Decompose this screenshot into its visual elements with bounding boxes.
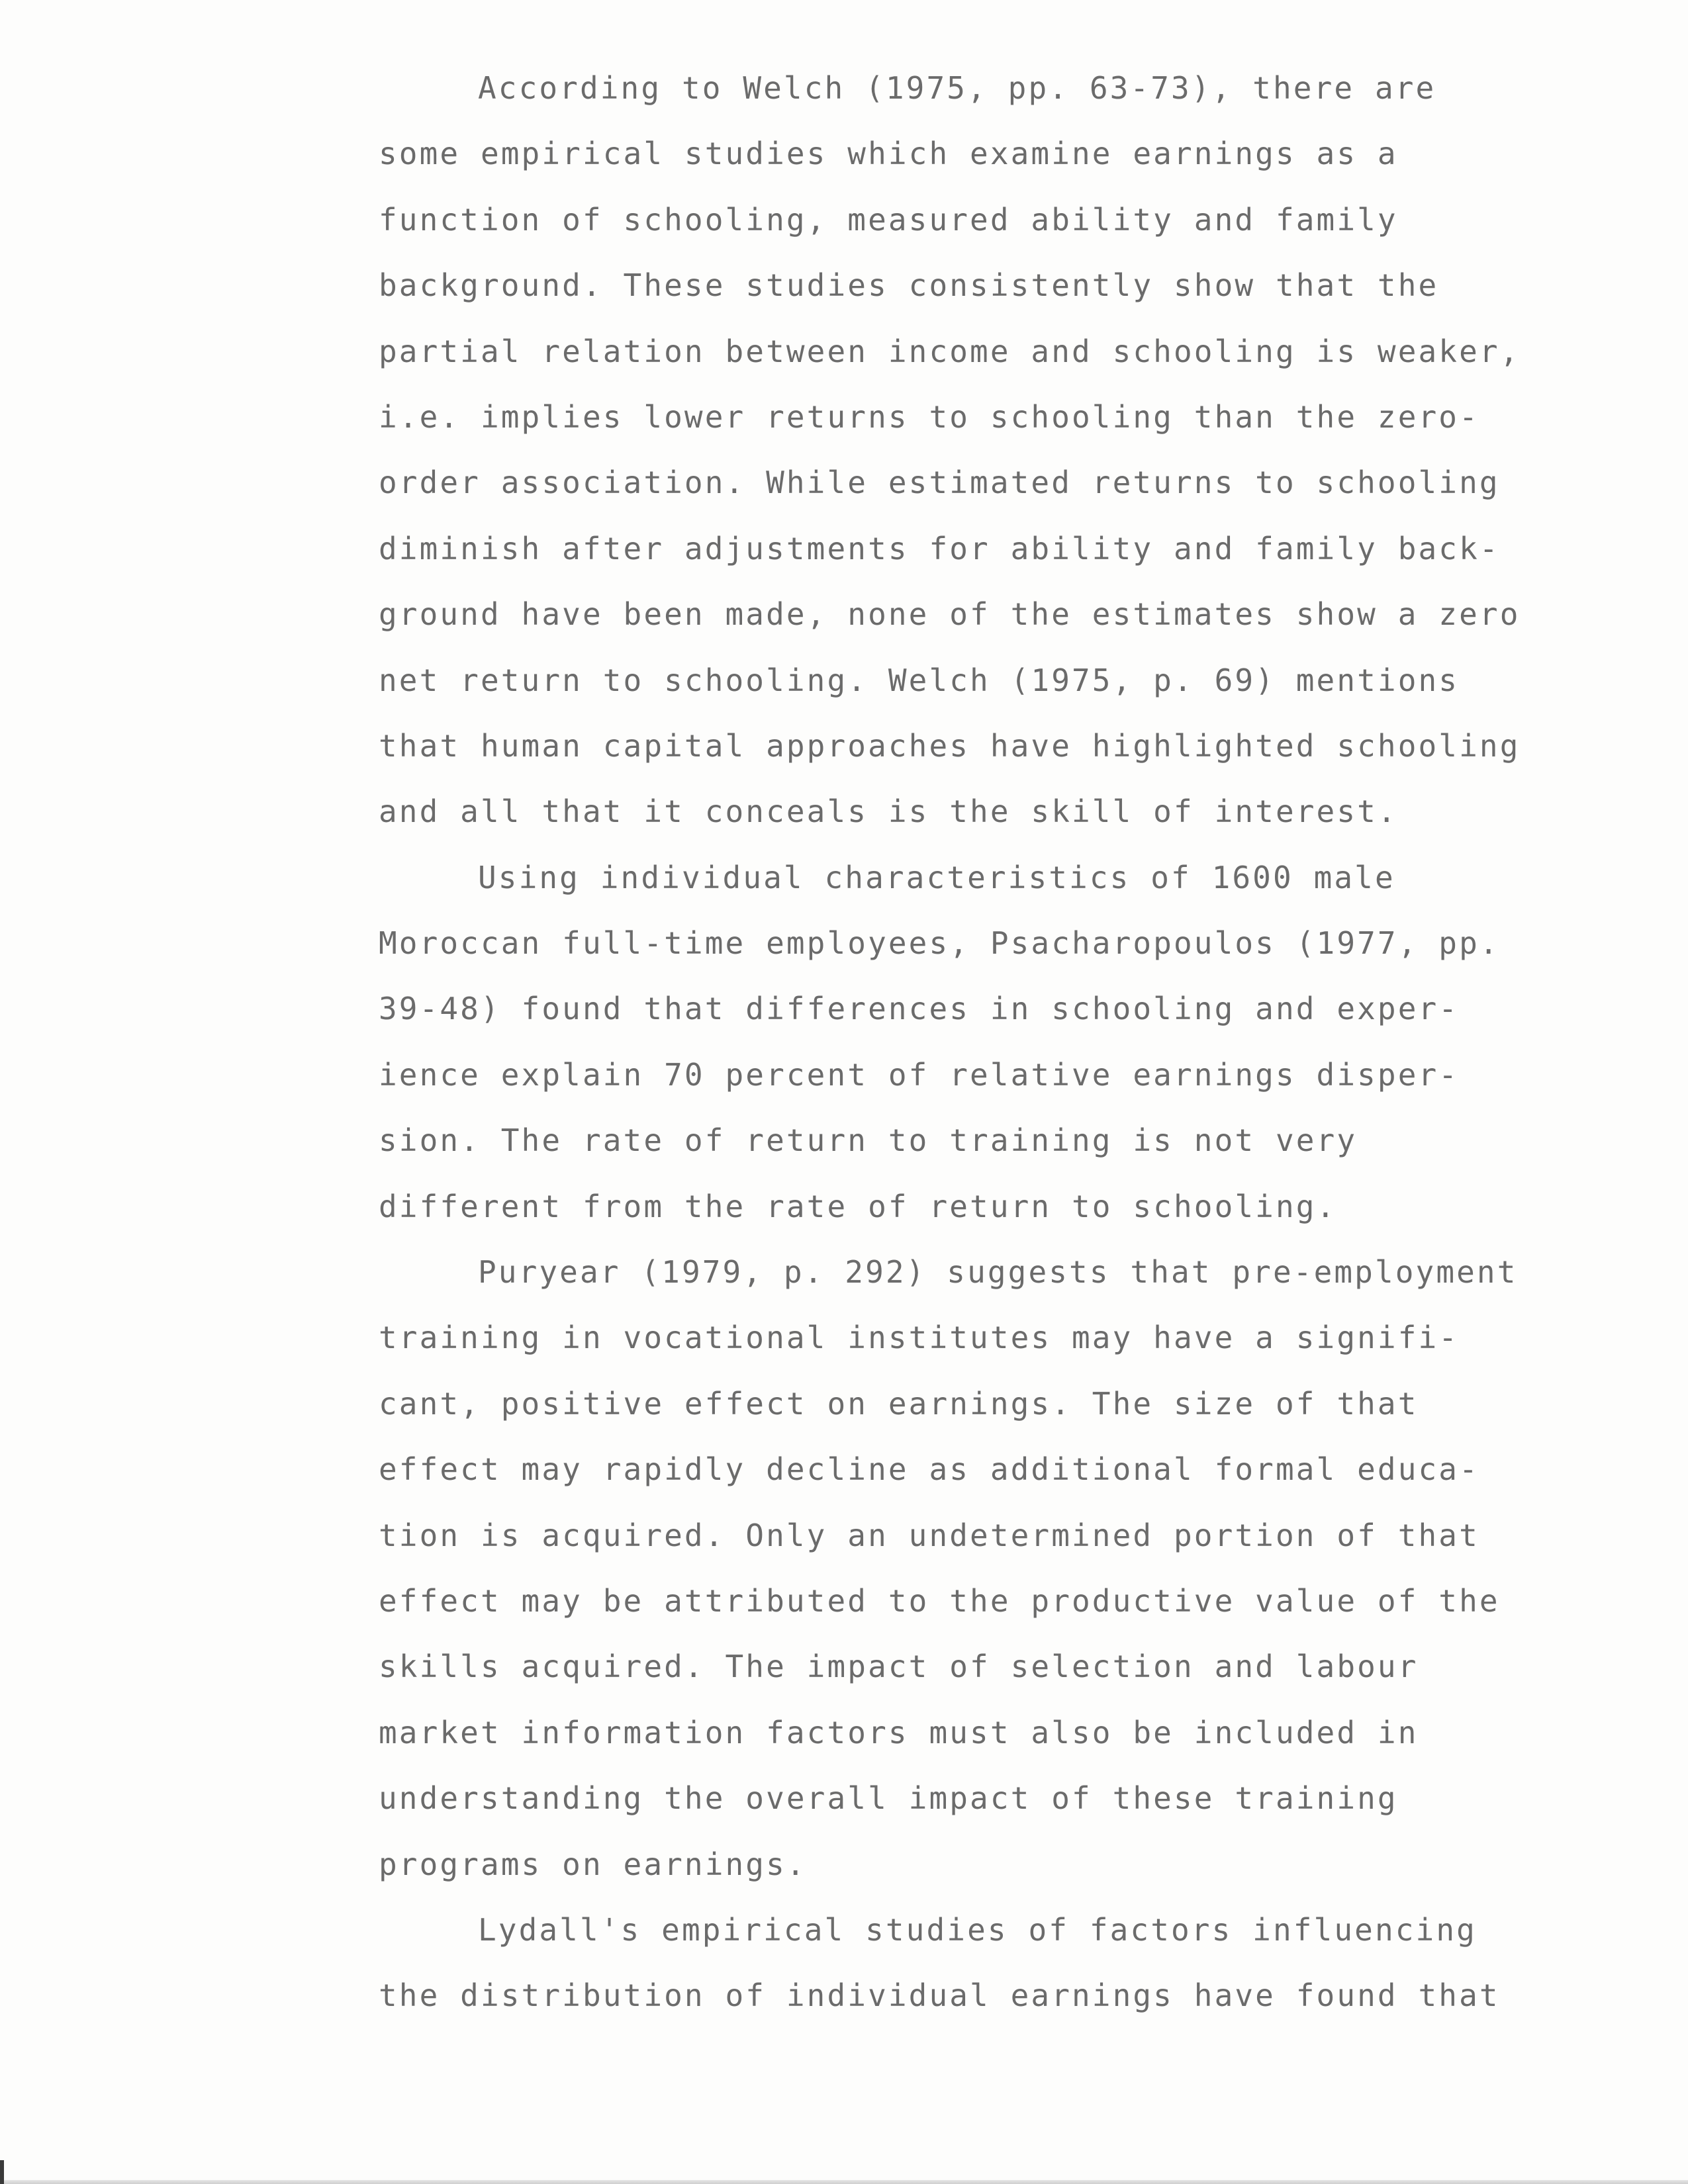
paragraph-2-line: 39-48) found that differences in schooling and exper- xyxy=(379,991,1460,1027)
paragraph-3-line: effect may be attributed to the productive value of the xyxy=(379,1582,1500,1619)
paragraph-3-line: skills acquired. The impact of selection and labour xyxy=(379,1649,1419,1685)
paragraph-1-line: some empirical studies which examine earnings as a xyxy=(379,136,1398,172)
document-body xyxy=(379,56,1521,2029)
paragraph-1-line: diminish after adjustments for ability and family back- xyxy=(379,530,1500,567)
paragraph-1-line: ground have been made, none of the estimates show a zero xyxy=(379,596,1521,633)
paragraph-1-line: order association. While estimated returns to schooling xyxy=(379,465,1500,501)
paragraph-1-line: background. These studies consistently show that the xyxy=(379,267,1439,304)
paragraph-3-line: market information factors must also be included in xyxy=(379,1714,1419,1751)
paragraph-3-line: programs on earnings. xyxy=(379,1846,807,1882)
paragraph-1-line: and all that it conceals is the skill of interest. xyxy=(379,794,1398,830)
paragraph-3-line: Puryear (1979, p. 292) suggests that pre-employment xyxy=(478,1254,1518,1291)
paragraph-3-line: understanding the overall impact of these training xyxy=(379,1780,1398,1817)
paragraph-1-line: i.e. implies lower returns to schooling than the zero- xyxy=(379,398,1479,435)
paragraph-1-line: net return to schooling. Welch (1975, p. 69) mentions xyxy=(379,662,1460,698)
paragraph-3-line: effect may rapidly decline as additional formal educa- xyxy=(379,1451,1479,1488)
paragraph-3-line: cant, positive effect on earnings. The size of that xyxy=(379,1385,1419,1422)
paragraph-4-line: the distribution of individual earnings have found that xyxy=(379,1978,1500,2014)
paragraph-3-line: tion is acquired. Only an undetermined portion of that xyxy=(379,1517,1479,1553)
paragraph-2-line: Moroccan full-time employees, Psacharopoulos (1977, pp. xyxy=(379,925,1500,962)
paragraph-2-line: ience explain 70 percent of relative earnings disper- xyxy=(379,1056,1460,1093)
paragraph-1-line: that human capital approaches have highlighted schooling xyxy=(379,727,1521,764)
paragraph-2-line: different from the rate of return to schooling. xyxy=(379,1188,1337,1224)
paragraph-2-line: sion. The rate of return to training is not very xyxy=(379,1122,1358,1159)
paragraph-4-line: Lydall's empirical studies of factors influencing xyxy=(478,1911,1477,1948)
paragraph-1-line: According to Welch (1975, pp. 63-73), there are xyxy=(478,70,1436,106)
paragraph-1-line: function of schooling, measured ability and family xyxy=(379,201,1398,238)
paragraph-1-line: partial relation between income and schooling is weaker, xyxy=(379,333,1521,369)
scan-corner-mark xyxy=(0,2160,4,2184)
paragraph-3-line: training in vocational institutes may have a signifi- xyxy=(379,1320,1460,1356)
scan-bottom-edge xyxy=(0,2180,1688,2184)
paragraph-2-line: Using individual characteristics of 1600 male xyxy=(478,859,1395,895)
